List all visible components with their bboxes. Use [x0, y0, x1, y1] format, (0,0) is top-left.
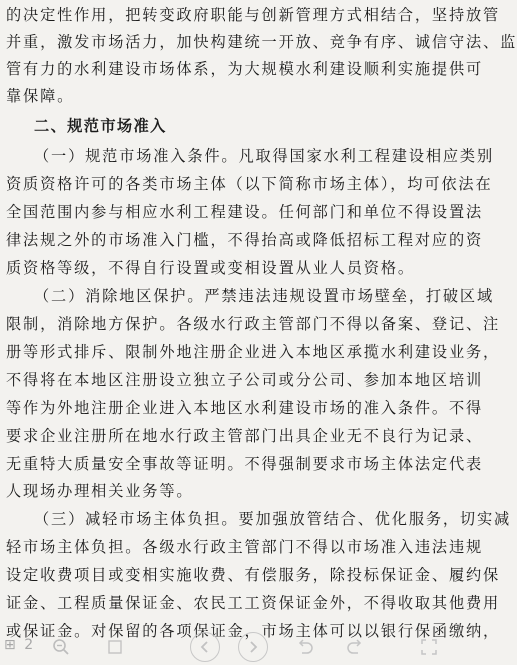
text-line: 质资格等级，不得自行设置或变相设置从业人员资格。	[6, 259, 415, 277]
page-number: 2	[24, 637, 36, 653]
text-line: 册等形式排斥、限制外地注册企业进入本地区承揽水利建设业务，	[6, 343, 501, 361]
text-line: 靠保障。	[6, 87, 75, 105]
text-line: 轻市场主体负担。各级水行政主管部门不得以市场准入违法违规	[6, 538, 484, 556]
page-indicator-icon: ⊞	[4, 637, 18, 653]
fullscreen-icon[interactable]	[414, 632, 444, 662]
fit-icon[interactable]	[100, 632, 130, 662]
text-line: 人现场办理相关业务等。	[6, 482, 194, 500]
text-line: 管有力的水利建设市场体系，为大规模水利建设顺利实施提供可	[6, 60, 484, 78]
text-line: 无重特大质量安全事故等证明。不得强制要求市场主体法定代表	[6, 455, 484, 473]
text-line: 律法规之外的市场准入门槛，不得抬高或降低招标工程对应的资	[6, 231, 484, 249]
prev-page-icon[interactable]	[190, 632, 220, 662]
page-indicator[interactable]	[4, 637, 35, 653]
section-heading: 二、规范市场准入	[34, 117, 167, 135]
redo-icon[interactable]	[340, 632, 370, 662]
text-line: （二）消除地区保护。严禁违法违规设置市场壁垒，打破区域	[34, 287, 495, 305]
next-page-icon[interactable]	[238, 632, 268, 662]
text-line: 资质资格许可的各类市场主体（以下简称市场主体），均可依法在	[6, 175, 493, 193]
text-line: 证金、工程质量保证金、农民工工资保证金外，不得收取其他费用	[6, 594, 501, 612]
text-line: 的决定性作用，把转变政府职能与创新管理方式相结合，坚持放管	[6, 6, 501, 24]
text-line: 全国范围内参与相应水利工程建设。任何部门和单位不得设置法	[6, 203, 484, 221]
text-line: 限制，消除地方保护。各级水行政主管部门不得以备案、登记、注	[6, 315, 501, 333]
undo-icon[interactable]	[290, 632, 320, 662]
text-line: 不得将在本地区注册设立独立子公司或分公司、参加本地区培训	[6, 371, 484, 389]
viewer-toolbar	[0, 629, 450, 665]
text-line: 设定收费项目或变相实施收费、有偿服务，除投标保证金、履约保	[6, 566, 501, 584]
text-line: 等作为外地注册企业进入本地区水利建设市场的准入条件。不得	[6, 399, 484, 417]
text-line: 或保证金。对保留的各项保证金，市场主体可以以银行保函缴纳，	[6, 622, 501, 640]
text-line: （三）减轻市场主体负担。要加强放管结合、优化服务，切实减	[34, 510, 512, 528]
text-line: 要求企业注册所在地水行政主管部门出具企业无不良行为记录、	[6, 427, 484, 445]
text-line: （一）规范市场准入条件。凡取得国家水利工程建设相应类别	[34, 147, 495, 165]
text-line: 并重，激发市场活力，加快构建统一开放、竞争有序、诚信守法、监	[6, 33, 517, 51]
zoom-out-icon[interactable]	[46, 632, 76, 662]
